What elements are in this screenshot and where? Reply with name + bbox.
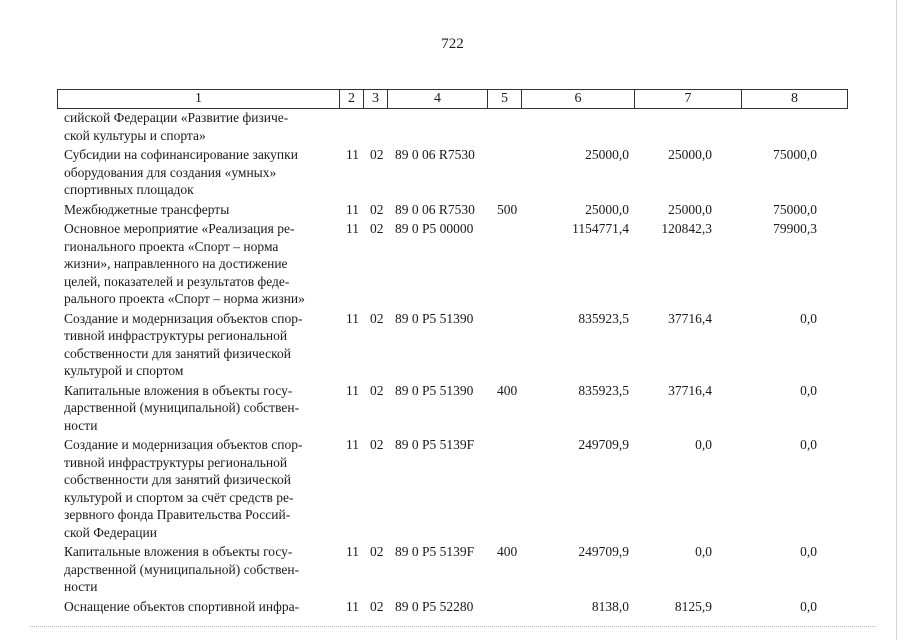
row-description (57, 543, 339, 596)
row-description (57, 201, 339, 219)
cell-col7: 120842,3 (661, 221, 712, 236)
row-description (57, 146, 339, 199)
cell-col3: 02 (370, 221, 384, 236)
page-number: 722 (441, 36, 464, 52)
column-header-row (58, 90, 848, 109)
page-edge-line (896, 0, 897, 640)
cell-col4: 89 0 P5 00000 (395, 221, 474, 236)
cell-col7: 8125,9 (674, 598, 712, 614)
cell-col7: 37716,4 (668, 310, 712, 326)
cell-col4: 89 0 P5 51390 (395, 310, 474, 326)
cell-col4: 89 0 P5 5139F (395, 437, 475, 452)
row-description (57, 436, 339, 541)
table-row (57, 220, 817, 308)
column-header-5: 5 (488, 90, 522, 109)
cell-col3: 02 (370, 147, 384, 162)
description-line: Межбюджетные трансферты (64, 201, 230, 217)
column-header-8: 8 (742, 90, 848, 109)
description-line: Субсидии на софинансирование закупки (64, 147, 298, 162)
description-line: культурой и спортом (64, 363, 184, 378)
cell-col3: 02 (370, 598, 384, 614)
description-line: Капитальные вложения в объекты госу- (64, 544, 293, 559)
row-description (57, 310, 339, 380)
cell-col4: 89 0 P5 51390 (395, 382, 474, 398)
cell-col2: 11 (346, 544, 359, 559)
cell-col3: 02 (370, 437, 384, 452)
column-header-1: 1 (58, 90, 340, 109)
description-line: ности (64, 579, 98, 594)
description-line: жизни», направленного на достижение (64, 256, 288, 271)
cell-col4: 89 0 P5 5139F (395, 544, 475, 559)
description-line: тивной инфраструктуры региональной (64, 328, 288, 343)
budget-table-body (57, 109, 817, 615)
description-line: тивной инфраструктуры региональной (64, 454, 288, 470)
cell-col5: 400 (497, 544, 518, 559)
description-line: целей, показателей и результатов феде- (64, 273, 290, 289)
table-row (57, 543, 817, 596)
cell-col4: 89 0 06 R7530 (395, 147, 475, 162)
column-header-3: 3 (364, 90, 388, 109)
cell-col8: 75000,0 (773, 201, 817, 217)
cell-col5: 400 (497, 382, 518, 398)
cell-col6: 835923,5 (578, 310, 629, 326)
cell-col2: 11 (346, 382, 359, 398)
description-line: Создание и модернизация объектов спор- (64, 437, 303, 452)
cell-col6: 25000,0 (585, 201, 629, 217)
table-row (57, 382, 817, 435)
description-line: спортивных площадок (64, 182, 194, 197)
cell-col6: 835923,5 (578, 382, 629, 398)
description-line: зервного фонда Правительства Россий- (64, 507, 291, 522)
row-description (57, 109, 339, 144)
row-description (57, 220, 339, 308)
table-row (57, 109, 339, 144)
cell-col2: 11 (346, 147, 359, 162)
description-line: Оснащение объектов спортивной инфра- (64, 598, 300, 614)
description-line: Основное мероприятие «Реализация ре- (64, 221, 295, 236)
column-header-table (57, 89, 848, 109)
description-line: Капитальные вложения в объекты госу- (64, 382, 293, 398)
cell-col3: 02 (370, 201, 384, 217)
column-header-6: 6 (522, 90, 635, 109)
table-row (57, 146, 817, 199)
cell-col8: 0,0 (800, 598, 817, 614)
cell-col2: 11 (346, 598, 359, 614)
description-line: дарственной (муниципальной) собствен- (64, 400, 300, 415)
cell-col6: 8138,0 (591, 598, 629, 614)
description-line: гионального проекта «Спорт – норма (64, 238, 279, 254)
table-row (57, 598, 817, 616)
description-line: сийской Федерации «Развитие физиче- (64, 110, 289, 125)
cell-col7: 0,0 (695, 437, 712, 452)
description-line: ской Федерации (64, 524, 157, 540)
column-header-2: 2 (340, 90, 364, 109)
cell-col5: 500 (497, 201, 518, 217)
table-row (57, 436, 817, 541)
description-line: собственности для занятий физической (64, 345, 291, 361)
description-line: рального проекта «Спорт – норма жизни» (64, 291, 305, 306)
description-line: культурой и спортом за счёт средств ре- (64, 489, 294, 505)
row-description (57, 598, 339, 616)
table-row (57, 201, 817, 219)
cell-col8: 0,0 (800, 382, 817, 398)
cell-col7: 37716,4 (668, 382, 712, 398)
cell-col3: 02 (370, 310, 384, 326)
cell-col3: 02 (370, 382, 384, 398)
column-header-7: 7 (635, 90, 742, 109)
cell-col2: 11 (346, 221, 359, 236)
cell-col8: 75000,0 (773, 147, 817, 162)
cell-col7: 25000,0 (668, 201, 712, 217)
row-description (57, 382, 339, 435)
table-row (57, 310, 817, 380)
cell-col3: 02 (370, 544, 384, 559)
cell-col4: 89 0 P5 52280 (395, 598, 474, 614)
cell-col2: 11 (346, 201, 359, 217)
description-line: дарственной (муниципальной) собствен- (64, 561, 300, 577)
description-line: Создание и модернизация объектов спор- (64, 310, 303, 326)
column-header-4: 4 (388, 90, 488, 109)
cell-col8: 0,0 (800, 310, 817, 326)
bottom-scan-border (30, 626, 875, 627)
description-line: ности (64, 417, 98, 433)
cell-col6: 249709,9 (578, 437, 629, 452)
description-line: собственности для занятий физической (64, 472, 291, 487)
description-line: оборудования для создания «умных» (64, 164, 277, 180)
cell-col8: 79900,3 (773, 221, 817, 236)
cell-col6: 249709,9 (578, 544, 629, 559)
cell-col6: 25000,0 (585, 147, 629, 162)
cell-col8: 0,0 (800, 437, 817, 452)
description-line: ской культуры и спорта» (64, 127, 206, 143)
cell-col7: 0,0 (695, 544, 712, 559)
cell-col4: 89 0 06 R7530 (395, 201, 475, 217)
cell-col2: 11 (346, 437, 359, 452)
cell-col8: 0,0 (800, 544, 817, 559)
cell-col7: 25000,0 (668, 147, 712, 162)
cell-col6: 1154771,4 (572, 221, 629, 236)
cell-col2: 11 (346, 310, 359, 326)
